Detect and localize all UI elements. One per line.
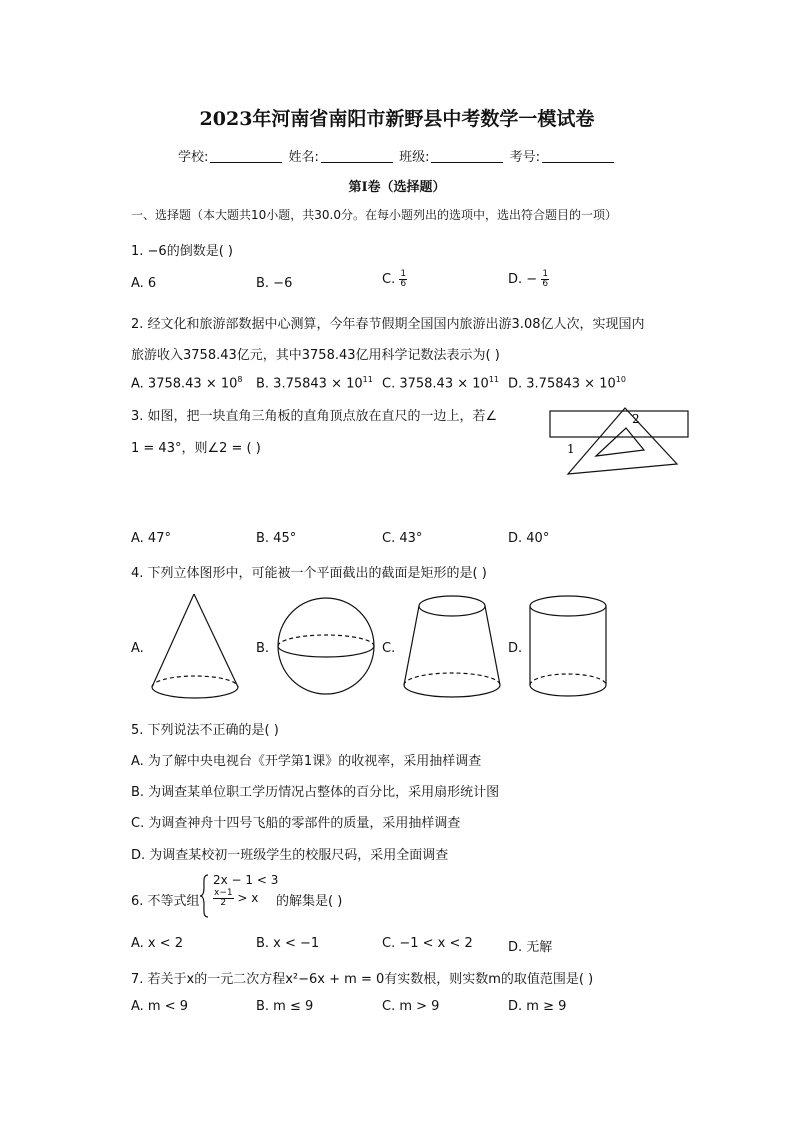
system-brace xyxy=(198,873,210,919)
q6-option-b: B. x < −1 xyxy=(256,936,320,951)
q2-option-c: C. $3758.43 \times 10^{11}$ xyxy=(382,375,499,392)
q7-option-a: A. m < 9 xyxy=(131,999,189,1014)
ruler-triangle-figure xyxy=(540,402,690,480)
system-ineq-2: $\frac{x-1}{2}$ > x xyxy=(214,888,259,908)
q1-option-a: A. 6 xyxy=(131,276,157,291)
q5-option-b: B. 为调查某单位职工学历情况占整体的百分比，采用扇形统计图 xyxy=(131,785,500,800)
exam-title: 2023年河南省南阳市新野县中考数学一模试卷 xyxy=(199,108,595,130)
q2-option-a: A. $3758.43 \times 10^8$ xyxy=(131,375,243,392)
name-blank xyxy=(321,150,393,163)
question-2-stem-line1: 2. 经文化和旅游部数据中心测算，今年春节假期全国国内旅游出游3.08亿人次，实现国内 xyxy=(131,317,645,332)
q1-c-fraction: $\frac{1}{6}$ xyxy=(400,269,407,289)
system-ineq-1: 2x − 1 < 3 xyxy=(213,873,279,887)
q4-option-b: B. xyxy=(256,641,270,656)
volume-heading: 第I卷（选择题） xyxy=(348,180,446,195)
q5-option-c: C. 为调查神舟十四号飞船的零部件的质量，采用抽样调查 xyxy=(131,816,461,831)
q2-option-b: B. $3.75843 \times 10^{11}$ xyxy=(256,375,373,392)
q6-option-a: A. x < 2 xyxy=(131,936,184,951)
question-5-stem: 5. 下列说法不正确的是( ) xyxy=(131,723,279,738)
section-heading: 一、选择题（本大题共10小题，共30.0分。在每小题列出的选项中，选出符合题目的一项） xyxy=(131,208,617,222)
q3-option-c: C. 43° xyxy=(382,531,423,546)
ineq2-fraction: $\frac{x-1}{2}$ xyxy=(214,888,233,908)
school-label: 学校: xyxy=(178,150,209,165)
q2-option-d: D. $3.75843 \times 10^{10}$ xyxy=(508,375,626,392)
question-3-stem-line2: 1 = 43°，则∠2 = ( ) xyxy=(131,441,261,456)
q7-option-b: B. m ≤ 9 xyxy=(256,999,314,1014)
question-4-stem: 4. 下列立体图形中，可能被一个平面截出的截面是矩形的是( ) xyxy=(131,566,487,581)
q4-option-d: D. xyxy=(508,641,523,656)
q3-option-b: B. 45° xyxy=(256,531,297,546)
q7-option-d: D. m ≥ 9 xyxy=(508,999,567,1014)
school-blank xyxy=(210,150,282,163)
student-info-line xyxy=(0,146,794,165)
exam-no-label: 考号: xyxy=(509,150,540,165)
q6-option-d: D. 无解 xyxy=(508,940,553,955)
q1-option-d xyxy=(508,270,549,289)
q7-option-c: C. m > 9 xyxy=(382,999,440,1014)
q5-option-a: A. 为了解中央电视台《开学第1课》的收视率，采用抽样调查 xyxy=(131,754,482,769)
triangle-outer xyxy=(568,408,677,474)
cylinder-figure xyxy=(526,592,610,702)
cone-figure xyxy=(148,590,244,702)
q1-option-c-label: C. xyxy=(382,272,396,287)
frustum-figure xyxy=(400,592,504,702)
q4-option-c: C. xyxy=(382,641,396,656)
question-2-stem-line2: 旅游收入3758.43亿元，其中3758.43亿用科学记数法表示为( ) xyxy=(131,348,500,363)
name-label: 姓名: xyxy=(288,150,319,165)
q3-option-a: A. 47° xyxy=(131,531,171,546)
q4-option-a: A. xyxy=(131,641,144,656)
angle-2-label: 2 xyxy=(632,412,640,426)
question-6-prefix: 6. 不等式组 xyxy=(131,894,200,909)
question-1-stem: 1. −6的倒数是( ) xyxy=(131,244,233,259)
class-blank xyxy=(431,150,503,163)
q6-option-c: C. −1 < x < 2 xyxy=(382,936,473,951)
q1-d-fraction: $\frac{1}{6}$ xyxy=(542,269,549,289)
sphere-figure xyxy=(274,594,378,698)
q1-option-b: B. −6 xyxy=(256,276,293,291)
class-label: 班级: xyxy=(399,150,430,165)
q5-option-d: D. 为调查某校初一班级学生的校服尺码，采用全面调查 xyxy=(131,848,449,863)
question-3-stem-line1: 3. 如图，把一块直角三角板的直角顶点放在直尺的一边上，若∠ xyxy=(131,409,498,424)
q1-option-d-label: D. − xyxy=(508,272,538,287)
angle-1-label: 1 xyxy=(567,442,575,456)
q3-option-d: D. 40° xyxy=(508,531,550,546)
q1-option-c xyxy=(382,270,407,289)
exam-no-blank xyxy=(542,150,614,163)
triangle-inner xyxy=(596,428,644,456)
question-7-stem: 7. 若关于x的一元二次方程x²−6x + m = 0有实数根，则实数m的取值范围是( ) xyxy=(131,972,594,987)
question-6-suffix: 的解集是( ) xyxy=(276,894,343,909)
